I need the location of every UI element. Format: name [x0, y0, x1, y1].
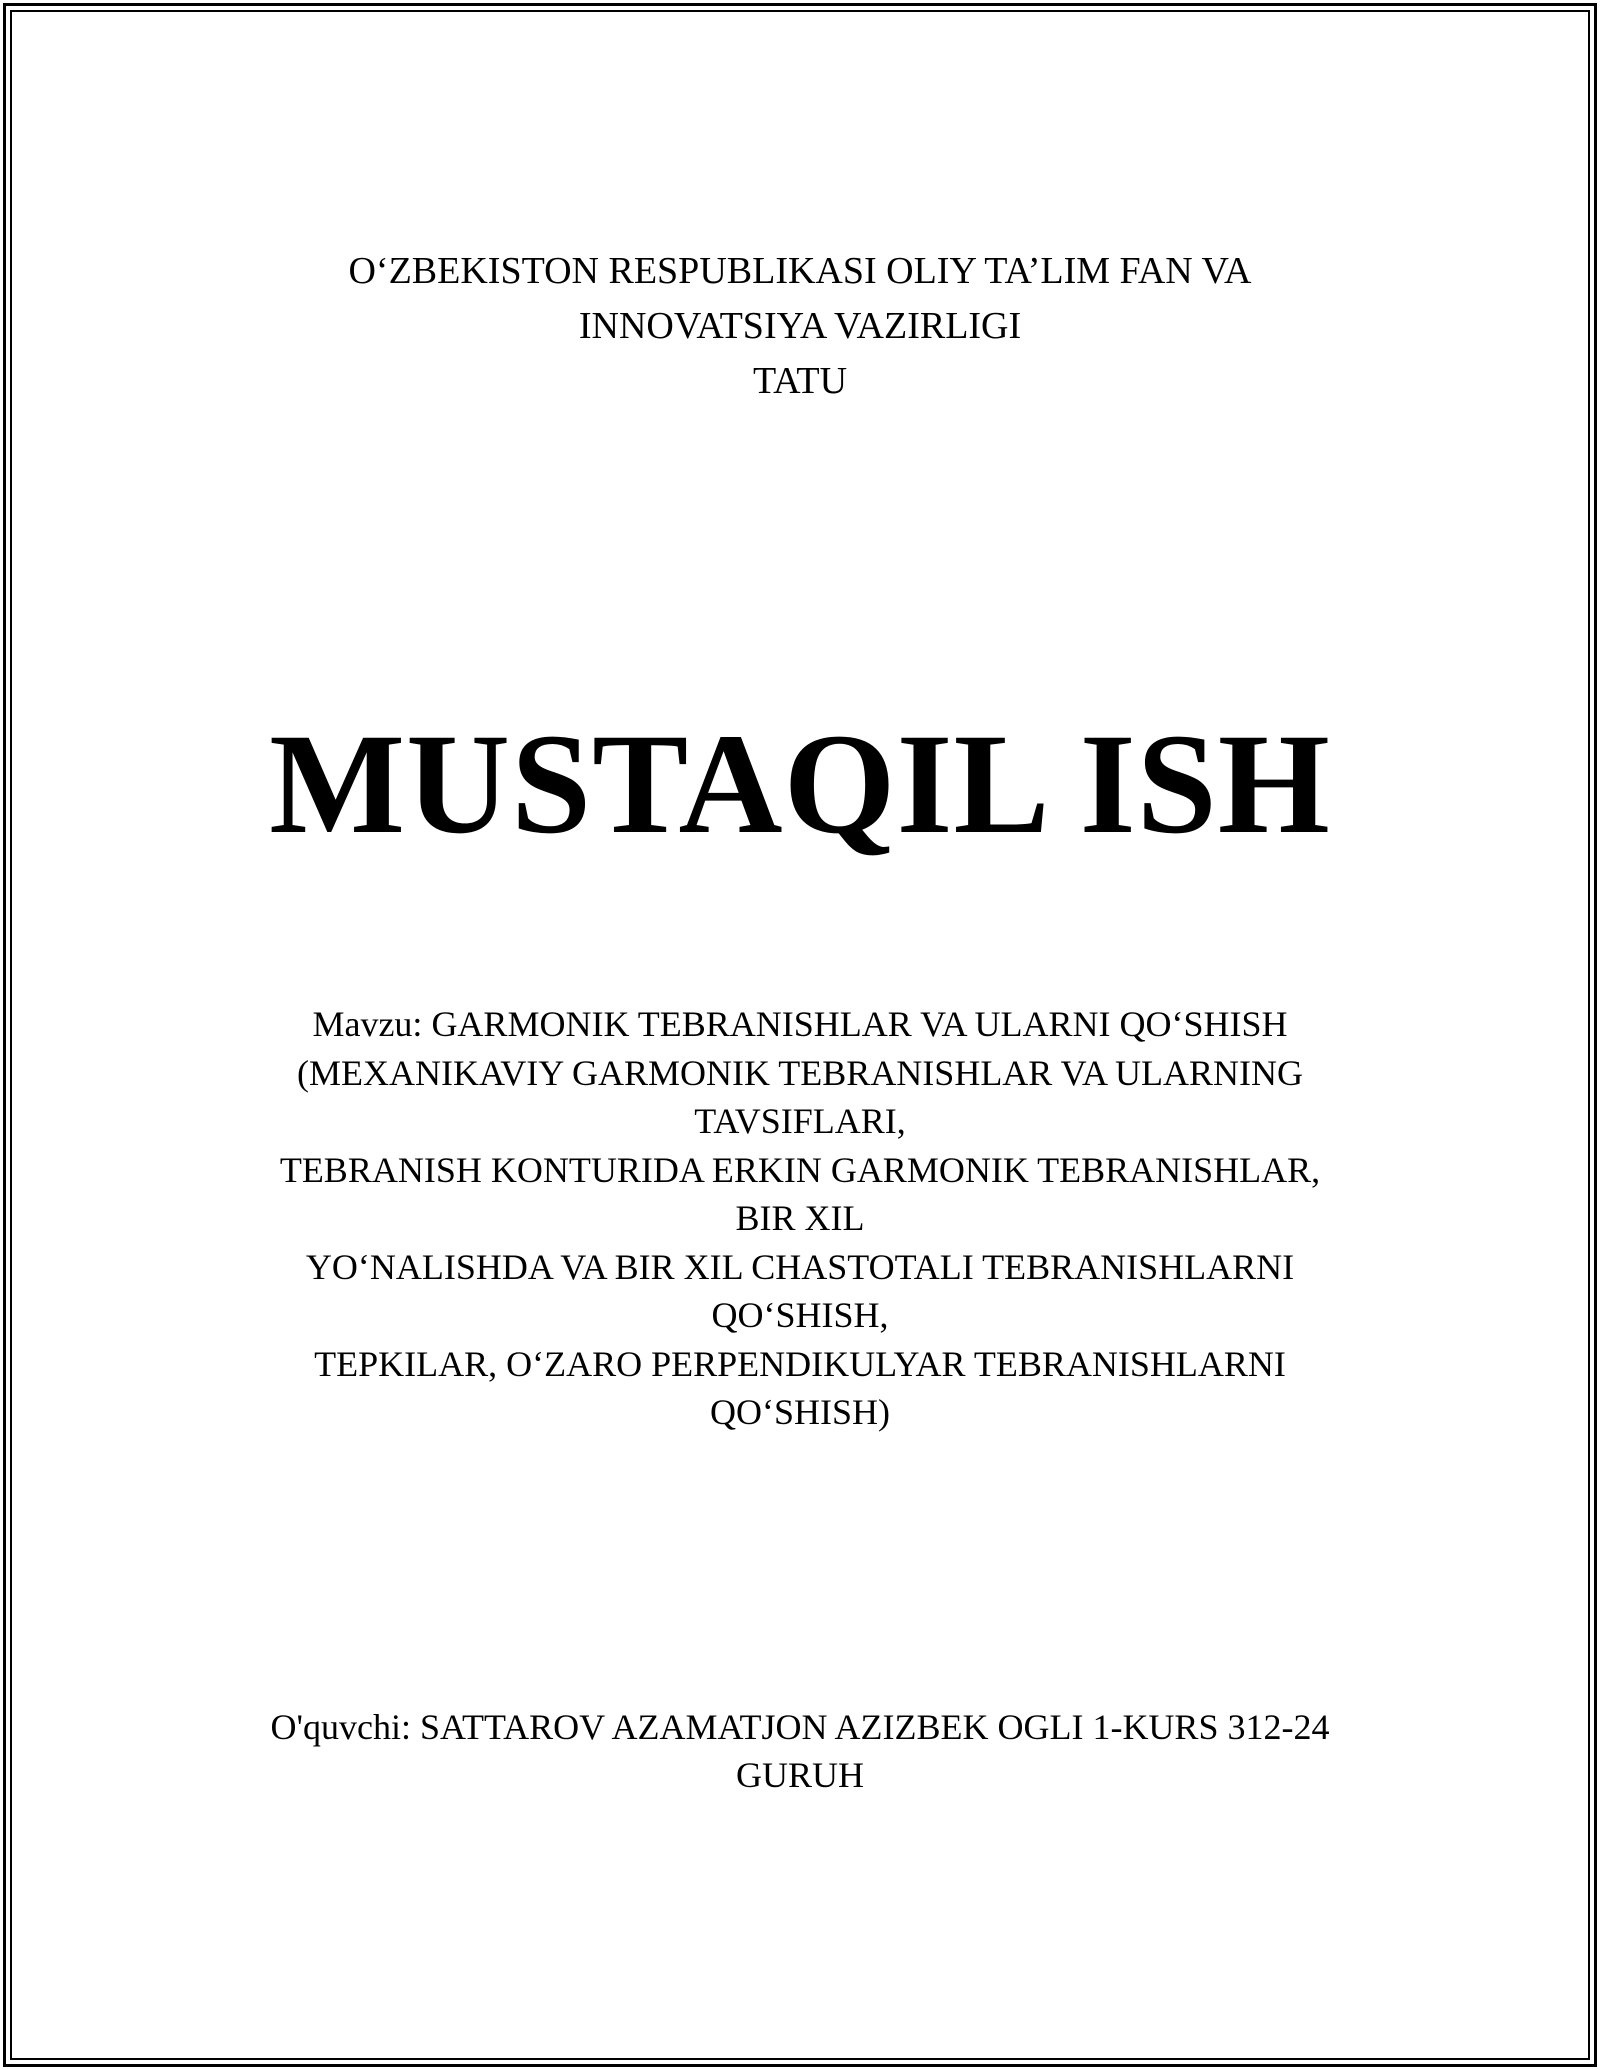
- topic-block: [0, 1000, 1600, 1437]
- topic-line: YO‘NALISHDA VA BIR XIL CHASTOTALI TEBRANISHLARNI: [305, 1246, 1295, 1287]
- student-line: O'quvchi: SATTAROV AZAMATJON AZIZBEK OGLI 1-KURS 312-24: [270, 1707, 1330, 1747]
- topic-line: Mavzu: GARMONIK TEBRANISHLAR VA ULARNI QO‘SHISH: [312, 1004, 1288, 1044]
- ministry-line: O‘ZBEKISTON RESPUBLIKASI OLIY TA’LIM FAN VA: [348, 250, 1252, 292]
- university-name: TATU: [752, 360, 848, 402]
- student-line: GURUH: [735, 1755, 864, 1795]
- topic-line: QO‘SHISH): [710, 1392, 890, 1432]
- topic-line: (MEXANIKAVIY GARMONIK TEBRANISHLAR VA ULARNING: [296, 1052, 1304, 1093]
- document-title: MUSTAQIL ISH: [269, 705, 1331, 864]
- ministry-header: [0, 244, 1600, 409]
- student-info: [0, 1703, 1600, 1799]
- topic-line: TAVSIFLARI,: [694, 1101, 906, 1141]
- ministry-line: INNOVATSIYA VAZIRLIGI: [578, 305, 1022, 347]
- topic-line: BIR XIL: [735, 1198, 865, 1238]
- topic-line: TEBRANISH KONTURIDA ERKIN GARMONIK TEBRANISHLAR,: [279, 1149, 1321, 1190]
- topic-line: QO‘SHISH,: [711, 1295, 889, 1335]
- topic-line: TEPKILAR, O‘ZARO PERPENDIKULYAR TEBRANISHLARNI: [314, 1343, 1286, 1384]
